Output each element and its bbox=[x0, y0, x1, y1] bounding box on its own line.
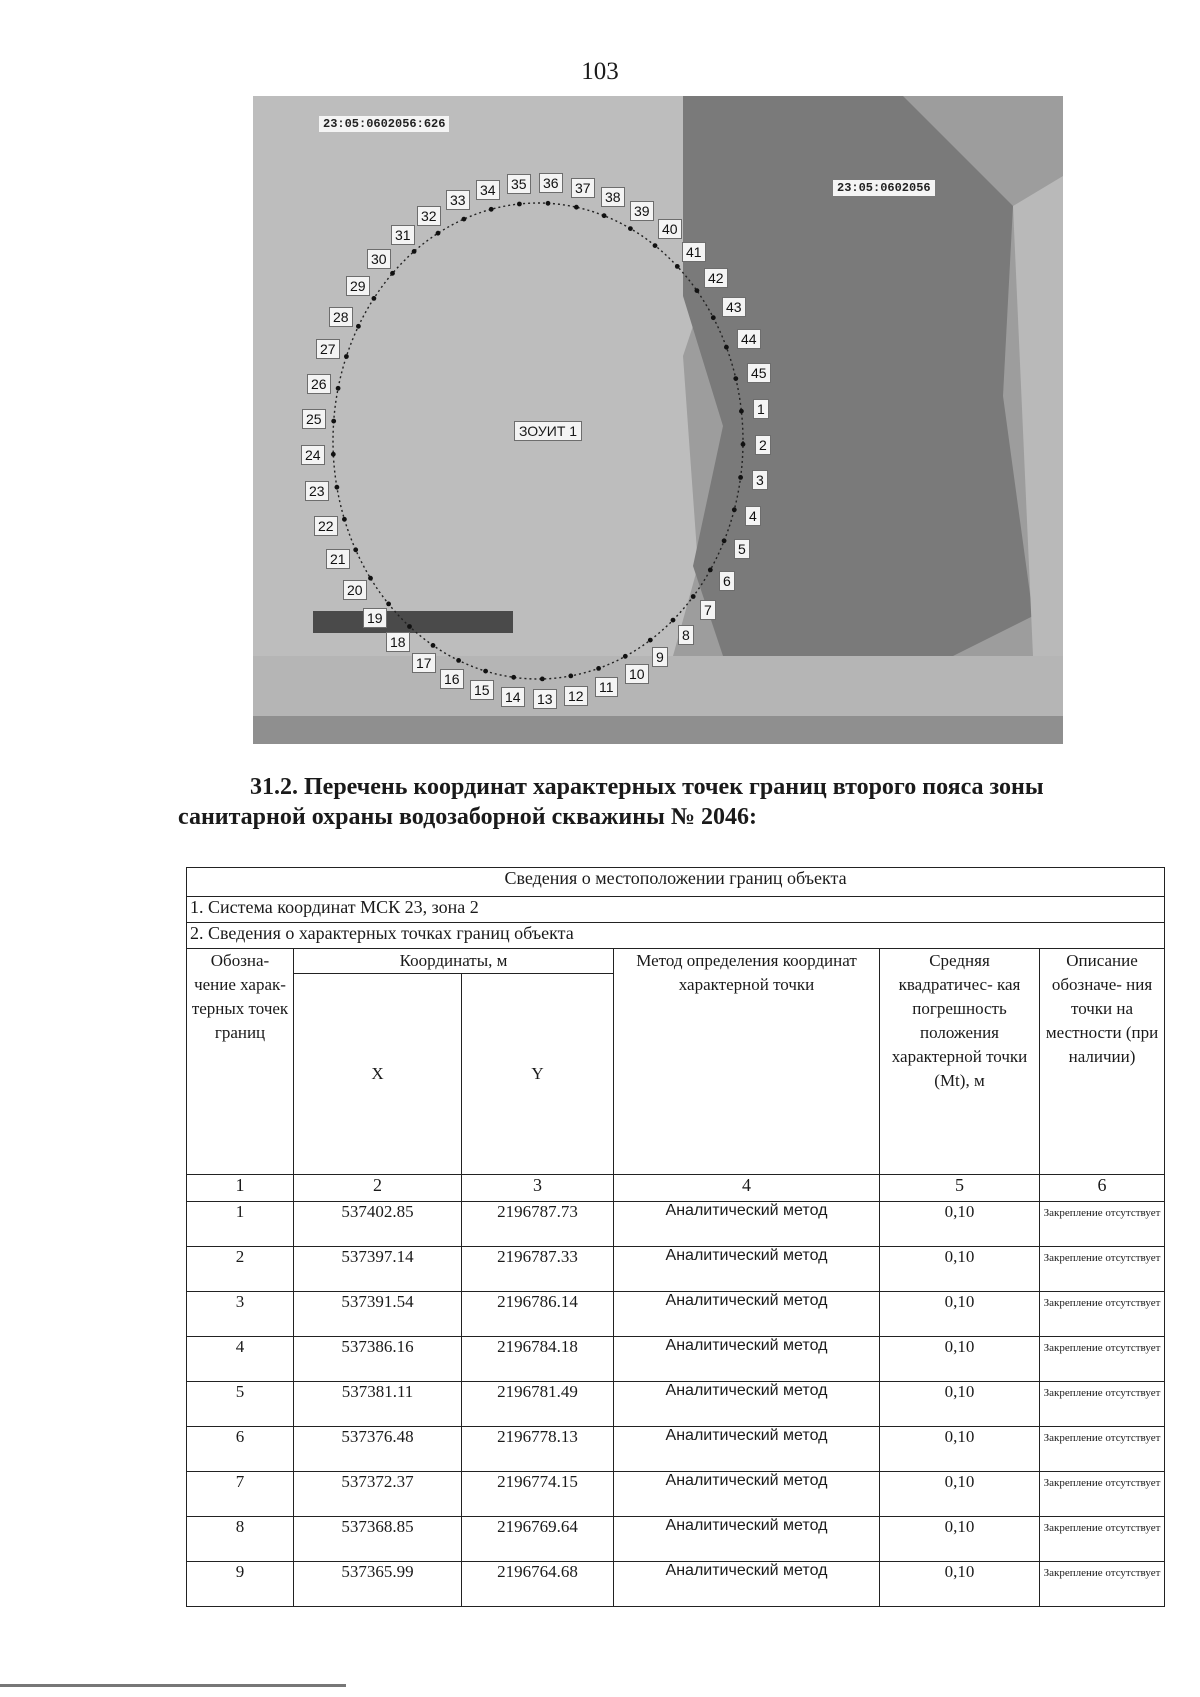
boundary-point-label: 18 bbox=[386, 632, 410, 652]
table-row bbox=[187, 1382, 1165, 1427]
accuracy-value: 0,10 bbox=[880, 1472, 1040, 1517]
boundary-point-label: 28 bbox=[329, 307, 353, 327]
boundary-point-dot bbox=[412, 249, 417, 254]
boundary-point-label: 16 bbox=[440, 669, 464, 689]
point-number: 3 bbox=[187, 1292, 294, 1337]
boundary-point-dot bbox=[741, 442, 746, 447]
section-heading-text: 31.2. Перечень координат характерных точек границ второго пояса зоны санитарной охраны водозаборной скважины № 2046: bbox=[178, 774, 1044, 830]
accuracy-value: 0,10 bbox=[880, 1382, 1040, 1427]
point-number: 7 bbox=[187, 1472, 294, 1517]
description-value: Закрепление отсутствует bbox=[1040, 1202, 1165, 1247]
x-value: 537365.99 bbox=[294, 1562, 462, 1607]
boundary-point-dot bbox=[368, 576, 373, 581]
boundary-point-label: 10 bbox=[625, 664, 649, 684]
boundary-point-label: 30 bbox=[367, 249, 391, 269]
x-value: 537386.16 bbox=[294, 1337, 462, 1382]
boundary-point-dot bbox=[353, 547, 358, 552]
boundary-point-dot bbox=[390, 271, 395, 276]
boundary-point-dot bbox=[711, 315, 716, 320]
boundary-point-label: 33 bbox=[446, 190, 470, 210]
boundary-point-dot bbox=[732, 507, 737, 512]
boundary-point-label: 13 bbox=[533, 689, 557, 709]
boundary-point-label: 3 bbox=[752, 470, 768, 490]
boundary-point-dot bbox=[407, 624, 412, 629]
boundary-point-dot bbox=[511, 675, 516, 680]
boundary-point-dot bbox=[489, 207, 494, 212]
boundary-point-label: 6 bbox=[719, 571, 735, 591]
boundary-point-label: 12 bbox=[564, 686, 588, 706]
cadastral-map bbox=[253, 96, 1063, 744]
boundary-point-dot bbox=[623, 654, 628, 659]
table-row bbox=[187, 1337, 1165, 1382]
table-row bbox=[187, 1427, 1165, 1472]
boundary-point-dot bbox=[336, 386, 341, 391]
boundary-point-dot bbox=[335, 485, 340, 490]
col-number: 6 bbox=[1040, 1175, 1165, 1202]
method-value: Аналитический метод bbox=[614, 1562, 880, 1607]
x-value: 537397.14 bbox=[294, 1247, 462, 1292]
y-value: 2196764.68 bbox=[462, 1562, 614, 1607]
method-value: Аналитический метод bbox=[614, 1382, 880, 1427]
table-row bbox=[187, 1247, 1165, 1292]
boundary-point-dot bbox=[331, 419, 336, 424]
boundary-point-label: 23 bbox=[305, 481, 329, 501]
boundary-point-dot bbox=[574, 205, 579, 210]
boundary-point-dot bbox=[568, 674, 573, 679]
point-number: 2 bbox=[187, 1247, 294, 1292]
accuracy-value: 0,10 bbox=[880, 1337, 1040, 1382]
method-value: Аналитический метод bbox=[614, 1517, 880, 1562]
accuracy-value: 0,10 bbox=[880, 1247, 1040, 1292]
method-value: Аналитический метод bbox=[614, 1427, 880, 1472]
boundary-point-dot bbox=[344, 354, 349, 359]
description-value: Закрепление отсутствует bbox=[1040, 1292, 1165, 1337]
header-y: Y bbox=[462, 974, 614, 1175]
boundary-point-dot bbox=[436, 231, 441, 236]
boundary-point-dot bbox=[517, 202, 522, 207]
point-number: 8 bbox=[187, 1517, 294, 1562]
method-value: Аналитический метод bbox=[614, 1202, 880, 1247]
boundary-point-label: 25 bbox=[302, 409, 326, 429]
col-number: 1 bbox=[187, 1175, 294, 1202]
boundary-point-label: 19 bbox=[363, 608, 387, 628]
boundary-point-dot bbox=[356, 324, 361, 329]
accuracy-value: 0,10 bbox=[880, 1562, 1040, 1607]
boundary-point-label: 26 bbox=[307, 374, 331, 394]
boundary-point-label: 39 bbox=[630, 201, 654, 221]
y-value: 2196769.64 bbox=[462, 1517, 614, 1562]
boundary-point-dot bbox=[456, 658, 461, 663]
boundary-point-label: 41 bbox=[682, 242, 706, 262]
description-value: Закрепление отсутствует bbox=[1040, 1247, 1165, 1292]
page-bottom-rule bbox=[0, 1684, 346, 1687]
points-info: 2. Сведения о характерных точках границ объекта bbox=[187, 923, 1165, 949]
accuracy-value: 0,10 bbox=[880, 1517, 1040, 1562]
boundary-point-dot bbox=[722, 538, 727, 543]
boundary-point-dot bbox=[596, 666, 601, 671]
y-value: 2196781.49 bbox=[462, 1382, 614, 1427]
table-row bbox=[187, 1517, 1165, 1562]
boundary-point-label: 32 bbox=[417, 206, 441, 226]
description-value: Закрепление отсутствует bbox=[1040, 1472, 1165, 1517]
description-value: Закрепление отсутствует bbox=[1040, 1517, 1165, 1562]
boundary-point-label: 11 bbox=[595, 677, 618, 697]
boundary-point-label: 35 bbox=[507, 174, 531, 194]
boundary-point-label: 21 bbox=[326, 549, 350, 569]
header-x: X bbox=[294, 974, 462, 1175]
bottom-band bbox=[253, 716, 1063, 744]
table-row bbox=[187, 1472, 1165, 1517]
x-value: 537402.85 bbox=[294, 1202, 462, 1247]
x-value: 537372.37 bbox=[294, 1472, 462, 1517]
boundary-point-dot bbox=[483, 669, 488, 674]
description-value: Закрепление отсутствует bbox=[1040, 1427, 1165, 1472]
boundary-point-dot bbox=[739, 409, 744, 414]
boundary-point-label: 14 bbox=[501, 687, 525, 707]
header-coordinates: Координаты, м bbox=[294, 949, 614, 974]
boundary-point-dot bbox=[462, 217, 467, 222]
x-value: 537368.85 bbox=[294, 1517, 462, 1562]
table-row bbox=[187, 1562, 1165, 1607]
boundary-point-dot bbox=[342, 517, 347, 522]
header-method: Метод определения координат характерной точки bbox=[614, 949, 880, 1175]
point-number: 6 bbox=[187, 1427, 294, 1472]
description-value: Закрепление отсутствует bbox=[1040, 1382, 1165, 1427]
col-number: 2 bbox=[294, 1175, 462, 1202]
boundary-point-label: 9 bbox=[652, 647, 668, 667]
parcel-label-2: 23:05:0602056 bbox=[833, 180, 935, 196]
boundary-point-dot bbox=[738, 475, 743, 480]
table-title: Сведения о местоположении границ объекта bbox=[187, 868, 1165, 897]
boundary-point-dot bbox=[671, 618, 676, 623]
boundary-point-dot bbox=[708, 568, 713, 573]
coordinate-system: 1. Система координат МСК 23, зона 2 bbox=[187, 897, 1165, 923]
boundary-point-dot bbox=[733, 376, 738, 381]
boundary-point-label: 40 bbox=[658, 219, 682, 239]
boundary-point-dot bbox=[386, 602, 391, 607]
boundary-point-label: 27 bbox=[316, 339, 340, 359]
method-value: Аналитический метод bbox=[614, 1472, 880, 1517]
header-designation: Обозна- чение харак- терных точек границ bbox=[187, 949, 294, 1175]
y-value: 2196786.14 bbox=[462, 1292, 614, 1337]
boundary-point-label: 44 bbox=[737, 329, 761, 349]
boundary-point-dot bbox=[431, 643, 436, 648]
method-value: Аналитический метод bbox=[614, 1247, 880, 1292]
boundary-point-dot bbox=[648, 638, 653, 643]
boundary-point-label: 17 bbox=[412, 653, 436, 673]
coordinates-table bbox=[186, 867, 1165, 1607]
method-value: Аналитический метод bbox=[614, 1337, 880, 1382]
col-number: 5 bbox=[880, 1175, 1040, 1202]
point-number: 5 bbox=[187, 1382, 294, 1427]
boundary-point-label: 1 bbox=[753, 399, 769, 419]
boundary-point-label: 36 bbox=[539, 173, 563, 193]
x-value: 537381.11 bbox=[294, 1382, 462, 1427]
point-number: 4 bbox=[187, 1337, 294, 1382]
boundary-point-dot bbox=[546, 201, 551, 206]
boundary-point-dot bbox=[675, 264, 680, 269]
boundary-point-dot bbox=[628, 226, 633, 231]
header-description: Описание обозначе- ния точки на местности (при наличии) bbox=[1040, 949, 1165, 1175]
col-number: 3 bbox=[462, 1175, 614, 1202]
method-value: Аналитический метод bbox=[614, 1292, 880, 1337]
boundary-point-dot bbox=[653, 243, 658, 248]
description-value: Закрепление отсутствует bbox=[1040, 1562, 1165, 1607]
boundary-point-dot bbox=[331, 452, 336, 457]
page-number: 103 bbox=[581, 58, 619, 85]
boundary-point-label: 43 bbox=[722, 297, 746, 317]
boundary-point-label: 4 bbox=[745, 506, 761, 526]
boundary-point-dot bbox=[691, 594, 696, 599]
boundary-point-dot bbox=[372, 296, 377, 301]
accuracy-value: 0,10 bbox=[880, 1202, 1040, 1247]
accuracy-value: 0,10 bbox=[880, 1292, 1040, 1337]
boundary-point-label: 8 bbox=[678, 625, 694, 645]
boundary-point-label: 15 bbox=[470, 680, 494, 700]
boundary-point-dot bbox=[602, 213, 607, 218]
boundary-point-label: 5 bbox=[734, 539, 750, 559]
boundary-point-label: 38 bbox=[601, 187, 625, 207]
y-value: 2196787.73 bbox=[462, 1202, 614, 1247]
boundary-point-label: 31 bbox=[391, 225, 415, 245]
boundary-point-label: 34 bbox=[476, 180, 500, 200]
point-number: 9 bbox=[187, 1562, 294, 1607]
boundary-point-dot bbox=[540, 677, 545, 682]
point-number: 1 bbox=[187, 1202, 294, 1247]
zone-label: ЗОУИТ 1 bbox=[514, 421, 582, 441]
section-heading bbox=[178, 772, 1150, 832]
table-row bbox=[187, 1292, 1165, 1337]
boundary-point-dot bbox=[695, 288, 700, 293]
boundary-point-label: 7 bbox=[700, 600, 716, 620]
x-value: 537391.54 bbox=[294, 1292, 462, 1337]
y-value: 2196787.33 bbox=[462, 1247, 614, 1292]
boundary-point-label: 37 bbox=[571, 178, 595, 198]
boundary-point-label: 29 bbox=[346, 276, 370, 296]
parcel-label-1: 23:05:0602056:626 bbox=[319, 116, 449, 132]
accuracy-value: 0,10 bbox=[880, 1427, 1040, 1472]
x-value: 537376.48 bbox=[294, 1427, 462, 1472]
y-value: 2196784.18 bbox=[462, 1337, 614, 1382]
header-accuracy: Средняя квадратичес- кая погрешность положения характерной точки (Mt), м bbox=[880, 949, 1040, 1175]
boundary-point-label: 45 bbox=[747, 363, 771, 383]
table-row bbox=[187, 1202, 1165, 1247]
boundary-point-label: 22 bbox=[314, 516, 338, 536]
boundary-point-label: 2 bbox=[755, 435, 771, 455]
boundary-point-label: 42 bbox=[704, 268, 728, 288]
description-value: Закрепление отсутствует bbox=[1040, 1337, 1165, 1382]
boundary-point-label: 24 bbox=[301, 445, 325, 465]
y-value: 2196774.15 bbox=[462, 1472, 614, 1517]
y-value: 2196778.13 bbox=[462, 1427, 614, 1472]
col-number: 4 bbox=[614, 1175, 880, 1202]
boundary-point-label: 20 bbox=[343, 580, 367, 600]
boundary-point-dot bbox=[724, 345, 729, 350]
